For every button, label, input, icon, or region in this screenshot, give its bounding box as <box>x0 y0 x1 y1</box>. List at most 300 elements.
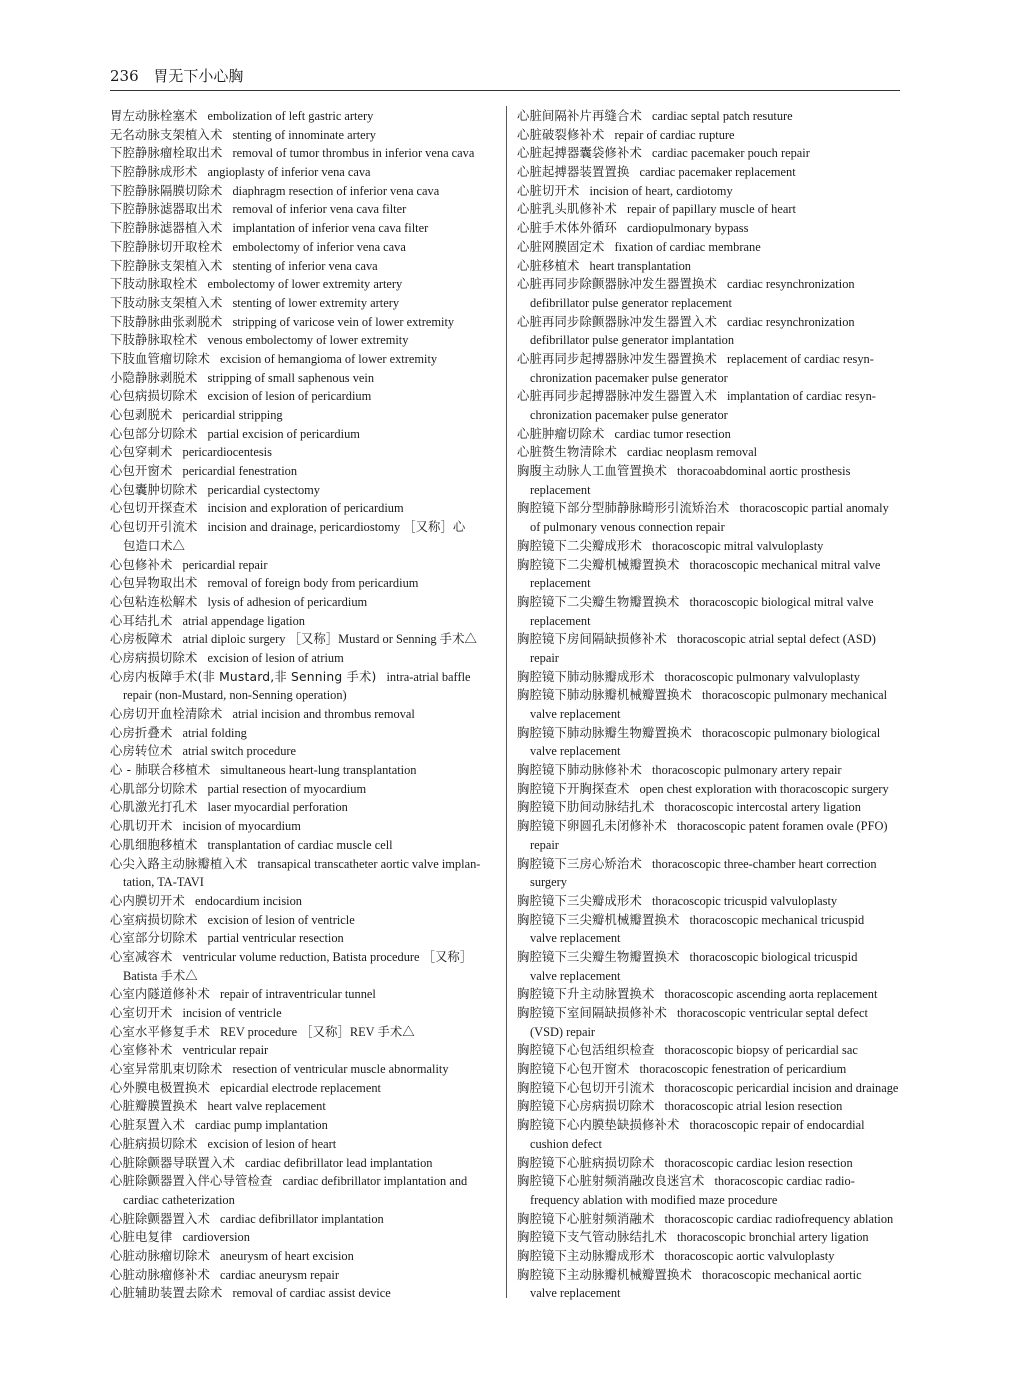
glossary-entry <box>517 556 900 575</box>
entry-continuation <box>517 1023 900 1042</box>
term-english: thoracoscopic biological mitral valve <box>689 594 874 609</box>
continuation-text: chronization pacemaker pulse generator <box>530 370 728 385</box>
term-english: partial resection of myocardium <box>207 781 367 796</box>
glossary-entry <box>517 443 900 462</box>
term-chinese: 心尖入路主动脉瓣植入术 <box>110 856 248 871</box>
glossary-entry <box>517 219 900 238</box>
glossary-entry <box>517 1079 900 1098</box>
glossary-entry <box>517 200 900 219</box>
glossary-entry <box>110 742 494 761</box>
term-english: cardiac resynchronization <box>726 277 855 292</box>
term-english: cardiac aneurysm repair <box>219 1267 340 1282</box>
term-english: thoracoscopic cardiac radio- <box>714 1174 855 1189</box>
term-chinese: 胸腔镜下三尖瓣机械瓣置换术 <box>517 912 680 927</box>
term-english: thoracoscopic pulmonary valvuloplasty <box>664 669 860 684</box>
glossary-entry <box>110 481 494 500</box>
entry-continuation <box>517 1191 900 1210</box>
term-english: cardiac pump implantation <box>194 1118 328 1133</box>
term-english: cardiac defibrillator implantation and <box>282 1174 468 1189</box>
term-chinese: 胸腔镜下房间隔缺损修补术 <box>517 632 667 647</box>
glossary-entry <box>110 387 494 406</box>
term-chinese: 心包开窗术 <box>110 464 173 479</box>
term-chinese: 心肌细胞移植术 <box>110 837 198 852</box>
continuation-text: Batista 手术△ <box>123 968 198 983</box>
term-chinese: 心房病损切除术 <box>110 650 198 665</box>
term-chinese: 心脏电复律 <box>110 1230 173 1245</box>
entry-continuation <box>110 686 494 705</box>
term-chinese: 心肌激光打孔术 <box>110 800 198 815</box>
glossary-entry <box>517 911 900 930</box>
glossary-entry <box>110 1097 494 1116</box>
term-english: embolization of left gastric artery <box>207 109 374 123</box>
term-english: cardiopulmonary bypass <box>626 221 749 236</box>
term-chinese: 心室切开术 <box>110 1006 173 1020</box>
term-chinese: 心耳结扎术 <box>110 613 173 628</box>
term-english: thoracoabdominal aortic prosthesis <box>676 464 851 479</box>
continuation-text: replacement <box>530 576 591 591</box>
glossary-entry <box>517 1228 900 1247</box>
term-english: thoracoscopic atrial septal defect (ASD) <box>676 632 876 647</box>
glossary-entry <box>110 630 494 649</box>
entry-continuation <box>517 574 900 593</box>
term-chinese: 心室修补术 <box>110 1043 173 1058</box>
term-chinese: 心脏赘生物清除术 <box>517 445 617 460</box>
term-english: pericardial stripping <box>182 408 283 422</box>
term-chinese: 心脏除颤器置入伴心导管检查 <box>110 1174 273 1189</box>
term-english: thoracoscopic ascending aorta replacement <box>664 987 878 1002</box>
entry-continuation <box>517 518 900 537</box>
term-chinese: 心脏肿瘤切除术 <box>517 426 605 441</box>
glossary-entry <box>110 1266 494 1285</box>
term-chinese: 心脏再同步起搏器脉冲发生器置换术 <box>517 351 717 366</box>
term-english: thoracoscopic patent foramen ovale (PFO) <box>676 819 888 834</box>
term-english: thoracoscopic cardiac lesion resection <box>664 1155 853 1170</box>
glossary-entry <box>110 911 494 930</box>
glossary-entry <box>110 275 494 294</box>
term-chinese: 胸腔镜下三房心矫治术 <box>517 856 642 871</box>
term-chinese: 心包病损切除术 <box>110 389 198 404</box>
entry-continuation <box>110 1191 494 1210</box>
column-divider <box>506 106 507 1298</box>
glossary-entry <box>110 425 494 444</box>
term-english: resection of ventricular muscle abnormality <box>232 1062 449 1077</box>
entry-continuation <box>517 649 900 668</box>
term-chinese: 胸腔镜下心脏病损切除术 <box>517 1155 655 1170</box>
entry-continuation <box>110 537 494 556</box>
term-english: pericardial repair <box>182 557 268 572</box>
term-chinese: 胸腔镜下心房病损切除术 <box>517 1099 655 1114</box>
term-chinese: 心房切开血栓清除术 <box>110 707 223 721</box>
term-english: ventricular volume reduction, Batista procedure ［又称］ <box>182 949 473 964</box>
term-english: stenting of innominate artery <box>232 127 376 142</box>
continuation-text: chronization pacemaker pulse generator <box>530 408 728 422</box>
term-english: thoracoscopic pulmonary artery repair <box>651 763 842 778</box>
term-english: atrial switch procedure <box>182 744 297 759</box>
term-english: implantation of cardiac resyn- <box>726 389 876 404</box>
continuation-text: surgery <box>530 875 567 890</box>
term-chinese: 胸腔镜下肺动脉修补术 <box>517 763 642 778</box>
term-english: excision of hemangioma of lower extremity <box>219 351 438 366</box>
term-english: heart transplantation <box>589 258 691 273</box>
entry-continuation <box>517 742 900 761</box>
glossary-entry <box>110 724 494 743</box>
term-chinese: 心脏瓣膜置换术 <box>110 1099 198 1114</box>
term-chinese: 胸腔镜下肺动脉瓣机械瓣置换术 <box>517 688 692 703</box>
term-english: stenting of inferior vena cava <box>232 258 378 273</box>
continuation-text: replacement <box>530 482 591 497</box>
term-chinese: 心室内隧道修补术 <box>110 987 210 1002</box>
term-chinese: 胸腹主动脉人工血管置换术 <box>517 464 667 479</box>
glossary-entry <box>110 1247 494 1266</box>
continuation-text: valve replacement <box>530 968 621 983</box>
glossary-entry <box>517 780 900 799</box>
term-chinese: 心脏手术体外循环 <box>517 221 617 236</box>
glossary-entry <box>517 668 900 687</box>
glossary-entry <box>517 630 900 649</box>
term-english: thoracoscopic mechanical mitral valve <box>689 557 881 572</box>
glossary-entry <box>110 163 494 182</box>
term-english: transapical transcatheter aortic valve implan- <box>257 856 481 871</box>
glossary-entry <box>517 163 900 182</box>
term-chinese: 心脏动脉瘤切除术 <box>110 1248 210 1263</box>
term-chinese: 胸腔镜下肋间动脉结扎术 <box>517 800 655 815</box>
term-english: thoracoscopic pulmonary mechanical <box>701 688 888 703</box>
term-chinese: 胸腔镜下二尖瓣生物瓣置换术 <box>517 594 680 609</box>
glossary-entry <box>110 200 494 219</box>
glossary-entry <box>517 350 900 369</box>
glossary-entry <box>110 817 494 836</box>
glossary-entry <box>517 1247 900 1266</box>
entry-continuation <box>517 836 900 855</box>
term-english: thoracoscopic tricuspid valvuloplasty <box>651 893 838 908</box>
term-chinese: 心包切开引流术 <box>110 520 198 535</box>
term-english: thoracoscopic pericardial incision and drainage <box>664 1080 899 1095</box>
term-chinese: 心室水平修复手术 <box>110 1024 210 1039</box>
glossary-entry <box>110 518 494 537</box>
glossary-entry <box>517 182 900 201</box>
term-chinese: 心房折叠术 <box>110 725 173 740</box>
term-chinese: 心脏网膜固定术 <box>517 239 605 254</box>
term-chinese: 心脏乳头肌修补术 <box>517 202 617 217</box>
glossary-entry <box>110 294 494 313</box>
glossary-entry <box>110 556 494 575</box>
term-chinese: 胸腔镜下卵圆孔未闭修补术 <box>517 819 667 834</box>
glossary-entry <box>517 499 900 518</box>
term-chinese: 心脏再同步起搏器脉冲发生器置入术 <box>517 389 717 404</box>
term-chinese: 胸腔镜下支气管动脉结扎术 <box>517 1230 667 1245</box>
term-chinese: 心室部分切除术 <box>110 931 198 946</box>
glossary-entry <box>110 593 494 612</box>
term-chinese: 小隐静脉剥脱术 <box>110 370 198 385</box>
glossary-entry <box>110 219 494 238</box>
term-english: stripping of varicose vein of lower extremity <box>232 314 455 329</box>
term-chinese: 下肢血管瘤切除术 <box>110 351 210 366</box>
term-chinese: 胸腔镜下心包切开引流术 <box>517 1080 655 1095</box>
term-english: cardiac neoplasm removal <box>626 445 758 460</box>
term-chinese: 胸腔镜下二尖瓣机械瓣置换术 <box>517 557 680 572</box>
term-english: thoracoscopic mechanical tricuspid <box>689 912 865 927</box>
term-chinese: 下腔静脉隔膜切除术 <box>110 183 223 198</box>
glossary-entry <box>517 1172 900 1191</box>
entry-continuation <box>517 705 900 724</box>
term-chinese: 心脏破裂修补术 <box>517 127 605 142</box>
term-english: incision of heart, cardiotomy <box>589 183 733 198</box>
glossary-entry <box>110 929 494 948</box>
term-chinese: 下肢静脉取栓术 <box>110 333 198 348</box>
term-english: cardiac tumor resection <box>614 426 731 441</box>
term-english: open chest exploration with thoracoscopic surgery <box>639 781 889 796</box>
glossary-entry <box>110 182 494 201</box>
term-english: atrial folding <box>182 725 247 740</box>
glossary-entry <box>517 1266 900 1285</box>
term-chinese: 胸腔镜下心包活组织检查 <box>517 1043 655 1058</box>
glossary-entry <box>517 1210 900 1229</box>
term-chinese: 心包异物取出术 <box>110 576 198 591</box>
term-english: angioplasty of inferior vena cava <box>207 165 371 180</box>
glossary-entry <box>110 1079 494 1098</box>
term-english: repair of cardiac rupture <box>614 127 735 142</box>
glossary-entry <box>517 1041 900 1060</box>
term-english: thoracoscopic mitral valvuloplasty <box>651 538 824 553</box>
term-english: thoracoscopic mechanical aortic <box>701 1267 862 1282</box>
term-english: repair of papillary muscle of heart <box>626 202 796 217</box>
term-english: cardiac pacemaker replacement <box>639 165 796 180</box>
glossary-entry <box>110 257 494 276</box>
term-chinese: 胸腔镜下三尖瓣生物瓣置换术 <box>517 949 680 964</box>
term-english: thoracoscopic fenestration of pericardium <box>639 1062 847 1077</box>
term-chinese: 胸腔镜下开胸探查术 <box>517 781 630 796</box>
glossary-entry <box>110 331 494 350</box>
term-english: stenting of lower extremity artery <box>232 295 400 310</box>
glossary-entry <box>110 836 494 855</box>
term-chinese: 下腔静脉滤器植入术 <box>110 221 223 236</box>
term-english: ventricular repair <box>182 1043 269 1058</box>
glossary-entry <box>110 761 494 780</box>
glossary-entry <box>517 892 900 911</box>
continuation-text: tation, TA-TAVI <box>123 875 204 890</box>
term-chinese: 心包部分切除术 <box>110 426 198 441</box>
term-chinese: 胸腔镜下肺动脉瓣生物瓣置换术 <box>517 725 692 740</box>
term-chinese: 心包穿刺术 <box>110 445 173 460</box>
continuation-text: repair <box>530 650 559 665</box>
term-chinese: 心脏除颤器导联置入术 <box>110 1155 235 1170</box>
glossary-entry <box>110 985 494 1004</box>
glossary-entry <box>110 948 494 967</box>
term-chinese: 心脏泵置入术 <box>110 1118 185 1133</box>
term-chinese: 胸腔镜下心包开窗术 <box>517 1062 630 1077</box>
page-header <box>110 66 900 90</box>
continuation-text: cardiac catheterization <box>123 1192 235 1207</box>
term-chinese: 胸腔镜下三尖瓣成形术 <box>517 893 642 908</box>
glossary-entry <box>517 817 900 836</box>
term-english: thoracoscopic aortic valvuloplasty <box>664 1248 835 1263</box>
term-english: epicardial electrode replacement <box>219 1080 381 1095</box>
glossary-entry <box>110 1210 494 1229</box>
term-english: thoracoscopic partial anomaly <box>739 501 889 516</box>
term-chinese: 心室减容术 <box>110 949 173 964</box>
term-english: pericardial fenestration <box>182 464 298 479</box>
term-chinese: 下腔静脉瘤栓取出术 <box>110 146 223 161</box>
left-column <box>110 107 494 1303</box>
term-chinese: 下腔静脉滤器取出术 <box>110 202 223 217</box>
term-english: embolectomy of lower extremity artery <box>207 277 403 292</box>
term-chinese: 心室病损切除术 <box>110 912 198 927</box>
glossary-entry <box>517 238 900 257</box>
glossary-entry <box>517 107 900 126</box>
term-chinese: 胸腔镜下心内膜垫缺损修补术 <box>517 1118 680 1133</box>
glossary-entry <box>517 686 900 705</box>
term-chinese: 下腔静脉成形术 <box>110 165 198 180</box>
term-english: pericardiocentesis <box>182 445 272 460</box>
term-english: atrial appendage ligation <box>182 613 305 628</box>
term-chinese: 胸腔镜下升主动脉置换术 <box>517 987 655 1002</box>
glossary-entry <box>517 425 900 444</box>
continuation-text: cushion defect <box>530 1136 602 1151</box>
glossary-entry <box>110 406 494 425</box>
term-english: thoracoscopic biopsy of pericardial sac <box>664 1043 858 1058</box>
glossary-entry <box>110 369 494 388</box>
continuation-text: repair (non-Mustard, non-Senning operation) <box>123 688 347 703</box>
glossary-entry <box>110 238 494 257</box>
term-chinese: 心房转位术 <box>110 744 173 759</box>
term-english: REV procedure ［又称］REV 手术△ <box>219 1024 415 1039</box>
term-chinese: 心房内板障手术(非 Mustard,非 Senning 手术) <box>110 669 377 684</box>
term-english: fixation of cardiac membrane <box>614 239 761 254</box>
term-english: repair of intraventricular tunnel <box>219 987 376 1002</box>
term-chinese: 心脏再同步除颤器脉冲发生器置入术 <box>517 314 717 329</box>
term-english: simultaneous heart-lung transplantation <box>220 763 417 778</box>
glossary-entry <box>110 705 494 724</box>
term-english: atrial incision and thrombus removal <box>232 707 415 721</box>
entry-continuation <box>110 967 494 986</box>
term-english: incision and drainage, pericardiostomy ［又称］心 <box>207 520 466 535</box>
continuation-text: repair <box>530 837 559 852</box>
term-english: atrial diploic surgery ［又称］Mustard or Senning 手术△ <box>182 632 477 647</box>
term-english: removal of tumor thrombus in inferior vena cava <box>232 146 475 161</box>
glossary-entry <box>517 855 900 874</box>
term-chinese: 心肌切开术 <box>110 819 173 834</box>
glossary-entry <box>517 948 900 967</box>
glossary-entry <box>110 1116 494 1135</box>
continuation-text: defibrillator pulse generator implantation <box>530 333 735 348</box>
term-chinese: 心内膜切开术 <box>110 893 185 908</box>
term-chinese: 心脏辅助装置去除术 <box>110 1286 223 1301</box>
term-chinese: 心脏起搏器装置置换 <box>517 165 630 180</box>
term-english: excision of lesion of ventricle <box>207 912 355 927</box>
term-chinese: 胸腔镜下心脏射频消融术 <box>517 1211 655 1226</box>
glossary-entry <box>110 668 494 687</box>
term-english: laser myocardial perforation <box>207 800 348 815</box>
term-chinese: 心包剥脱术 <box>110 408 173 422</box>
glossary-entry <box>110 780 494 799</box>
term-chinese: 心脏起搏器囊袋修补术 <box>517 146 642 161</box>
glossary-entry <box>517 144 900 163</box>
term-chinese: 心脏病损切除术 <box>110 1136 198 1151</box>
term-english: incision of ventricle <box>182 1006 282 1020</box>
continuation-text: valve replacement <box>530 1286 621 1301</box>
term-chinese: 胸腔镜下肺动脉瓣成形术 <box>517 669 655 684</box>
glossary-entry <box>517 1060 900 1079</box>
term-chinese: 心外膜电极置换术 <box>110 1080 210 1095</box>
term-chinese: 心脏间隔补片再缝合术 <box>517 109 642 123</box>
entry-continuation <box>517 873 900 892</box>
term-english: transplantation of cardiac muscle cell <box>207 837 393 852</box>
term-english: partial excision of pericardium <box>207 426 360 441</box>
term-english: stripping of small saphenous vein <box>207 370 375 385</box>
continuation-text: valve replacement <box>530 931 621 946</box>
glossary-entry <box>517 537 900 556</box>
glossary-entry <box>110 1023 494 1042</box>
glossary-entry <box>517 798 900 817</box>
term-english: implantation of inferior vena cava filter <box>232 221 429 236</box>
glossary-entry <box>517 275 900 294</box>
glossary-entry <box>517 1004 900 1023</box>
glossary-entry <box>110 350 494 369</box>
term-english: cardiac septal patch resuture <box>651 109 793 123</box>
term-chinese: 胸腔镜下室间隔缺损修补术 <box>517 1006 667 1020</box>
term-english: partial ventricular resection <box>207 931 344 946</box>
term-chinese: 胸腔镜下主动脉瓣成形术 <box>517 1248 655 1263</box>
glossary-entry <box>517 462 900 481</box>
entry-continuation <box>517 369 900 388</box>
term-english: excision of lesion of heart <box>207 1136 337 1151</box>
glossary-entry <box>110 855 494 874</box>
glossary-entry <box>110 649 494 668</box>
glossary-entry <box>517 985 900 1004</box>
term-english: incision and exploration of pericardium <box>207 501 404 516</box>
glossary-entry <box>110 499 494 518</box>
glossary-entry <box>110 612 494 631</box>
term-chinese: 下肢静脉曲张剥脱术 <box>110 314 223 329</box>
term-english: replacement of cardiac resyn- <box>726 351 874 366</box>
term-english: diaphragm resection of inferior vena cava <box>232 183 440 198</box>
term-english: cardiac pacemaker pouch repair <box>651 146 810 161</box>
glossary-entry <box>110 462 494 481</box>
header-rule <box>110 90 900 91</box>
continuation-text: replacement <box>530 613 591 628</box>
glossary-entry <box>110 1172 494 1191</box>
glossary-entry <box>110 1154 494 1173</box>
term-chinese: 心脏切开术 <box>517 183 580 198</box>
glossary-entry <box>517 257 900 276</box>
glossary-entry <box>517 761 900 780</box>
term-english: intra-atrial baffle <box>386 669 471 684</box>
term-english: thoracoscopic ventricular septal defect <box>676 1006 868 1020</box>
glossary-entry <box>517 1154 900 1173</box>
glossary-entry <box>517 724 900 743</box>
glossary-entry <box>110 126 494 145</box>
term-english: venous embolectomy of lower extremity <box>207 333 409 348</box>
term-english: thoracoscopic intercostal artery ligation <box>664 800 861 815</box>
term-chinese: 胃左动脉栓塞术 <box>110 109 198 123</box>
term-chinese: 心包粘连松解术 <box>110 594 198 609</box>
glossary-entry <box>110 1284 494 1303</box>
glossary-entry <box>110 892 494 911</box>
glossary-entry <box>110 1060 494 1079</box>
entry-continuation <box>517 1284 900 1303</box>
term-chinese: 心包切开探查术 <box>110 501 198 516</box>
glossary-entry <box>110 798 494 817</box>
entry-continuation <box>110 873 494 892</box>
entry-continuation <box>517 1135 900 1154</box>
term-chinese: 下腔静脉支架植入术 <box>110 258 223 273</box>
term-english: thoracoscopic atrial lesion resection <box>664 1099 843 1114</box>
term-english: pericardial cystectomy <box>207 482 320 497</box>
term-english: removal of inferior vena cava filter <box>232 202 407 217</box>
glossary-entry <box>517 1097 900 1116</box>
term-chinese: 心房板障术 <box>110 632 173 647</box>
continuation-text: valve replacement <box>530 707 621 721</box>
